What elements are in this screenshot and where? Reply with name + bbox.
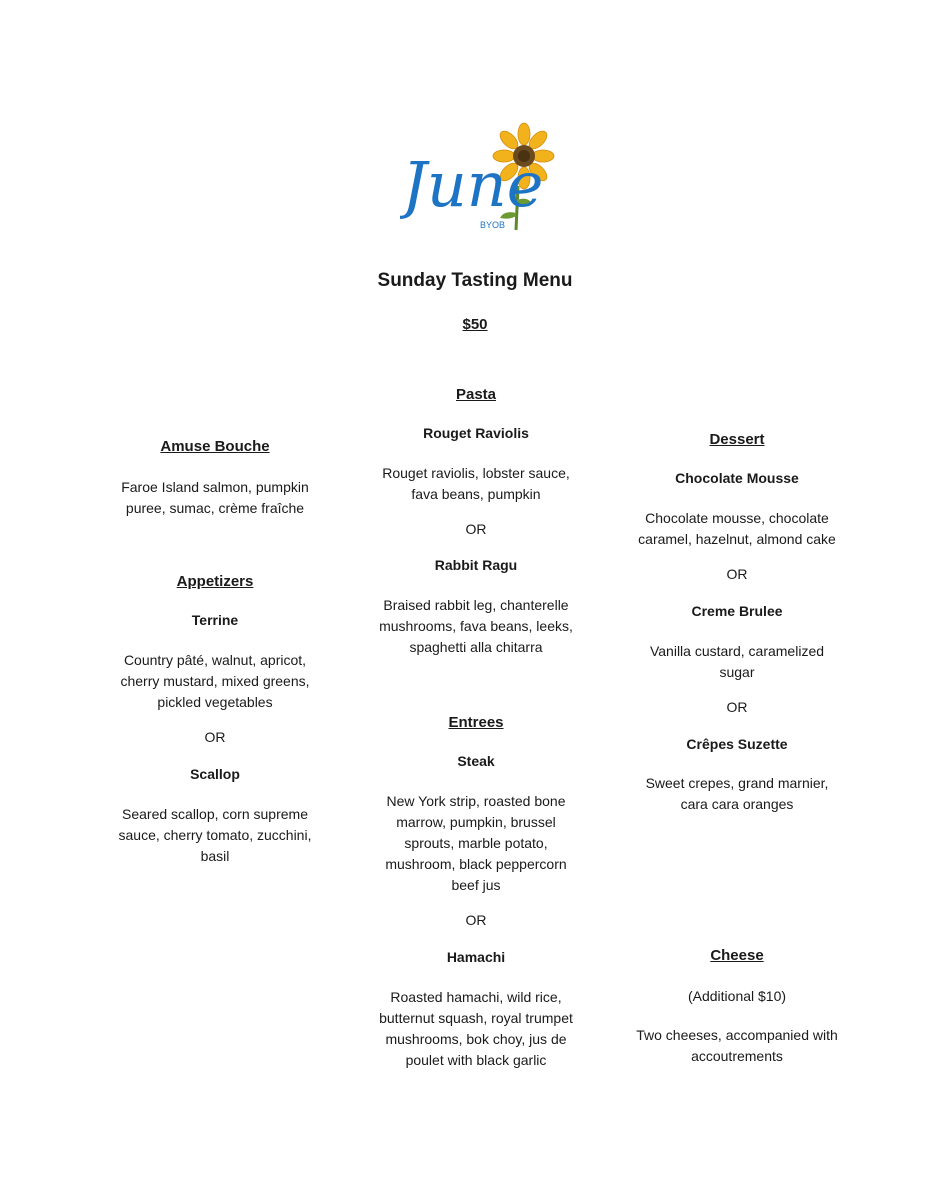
or-separator: OR <box>726 566 748 582</box>
section-title-entrees: Entrees <box>448 714 504 731</box>
ragu-desc-line: mushrooms, fava beans, leeks, <box>379 618 573 634</box>
june-logo <box>400 118 560 253</box>
section-title-amuse: Amuse Bouche <box>160 438 270 455</box>
amuse-desc-line: Faroe Island salmon, pumpkin <box>121 479 309 495</box>
item-name-rabbit-ragu: Rabbit Ragu <box>434 557 518 573</box>
item-name-rouget-raviolis: Rouget Raviolis <box>423 425 529 441</box>
or-separator: OR <box>465 912 487 928</box>
mousse-desc-line: Chocolate mousse, chocolate <box>645 510 829 526</box>
cheese-desc-line: accoutrements <box>691 1048 783 1064</box>
mousse-desc-line: caramel, hazelnut, almond cake <box>638 531 836 547</box>
brulee-desc-line: sugar <box>719 664 755 680</box>
brulee-desc-line: Vanilla custard, caramelized <box>649 643 825 659</box>
or-separator: OR <box>465 521 487 537</box>
hamachi-desc-line: mushrooms, bok choy, jus de <box>385 1031 567 1047</box>
hamachi-desc-line: Roasted hamachi, wild rice, <box>390 989 562 1005</box>
cheese-desc-line: Two cheeses, accompanied with <box>636 1027 838 1043</box>
item-name-chocolate-mousse: Chocolate Mousse <box>675 470 799 486</box>
scallop-desc-line: sauce, cherry tomato, zucchini, <box>118 827 312 843</box>
item-name-crepes-suzette: Crêpes Suzette <box>686 736 788 752</box>
crepes-desc-line: Sweet crepes, grand marnier, <box>645 775 829 791</box>
or-separator: OR <box>204 729 226 745</box>
terrine-desc-line: pickled vegetables <box>157 694 273 710</box>
crepes-desc-line: cara cara oranges <box>680 796 794 812</box>
section-title-pasta: Pasta <box>455 386 497 403</box>
hamachi-desc-line: butternut squash, royal trumpet <box>379 1010 573 1026</box>
section-title-dessert: Dessert <box>709 431 765 448</box>
amuse-desc-line: puree, sumac, crème fraîche <box>125 500 305 516</box>
ragu-desc-line: spaghetti alla chitarra <box>409 639 543 655</box>
scallop-desc-line: Seared scallop, corn supreme <box>122 806 308 822</box>
item-name-steak: Steak <box>457 753 495 769</box>
menu-price: $50 <box>462 316 488 333</box>
item-name-scallop: Scallop <box>190 766 240 782</box>
terrine-desc-line: Country pâté, walnut, apricot, <box>123 652 307 668</box>
brand-subtitle: BYOB <box>480 220 506 230</box>
section-title-appetizers: Appetizers <box>176 573 254 590</box>
brand-name: June <box>402 148 544 221</box>
steak-desc-line: New York strip, roasted bone <box>386 793 566 809</box>
menu-title: Sunday Tasting Menu <box>377 270 573 291</box>
item-name-hamachi: Hamachi <box>446 949 506 965</box>
steak-desc-line: marrow, pumpkin, brussel <box>396 814 556 830</box>
section-title-cheese: Cheese <box>710 947 764 964</box>
terrine-desc-line: cherry mustard, mixed greens, <box>120 673 310 689</box>
steak-desc-line: sprouts, marble potato, <box>404 835 548 851</box>
or-separator: OR <box>726 699 748 715</box>
cheese-note: (Additional $10) <box>687 988 787 1004</box>
raviolis-desc-line: Rouget raviolis, lobster sauce, <box>382 465 570 481</box>
raviolis-desc-line: fava beans, pumpkin <box>411 486 541 502</box>
steak-desc-line: beef jus <box>451 877 501 893</box>
item-name-terrine: Terrine <box>191 612 239 628</box>
scallop-desc-line: basil <box>200 848 230 864</box>
hamachi-desc-line: poulet with black garlic <box>405 1052 547 1068</box>
ragu-desc-line: Braised rabbit leg, chanterelle <box>383 597 569 613</box>
item-name-creme-brulee: Creme Brulee <box>691 603 783 619</box>
steak-desc-line: mushroom, black peppercorn <box>385 856 567 872</box>
